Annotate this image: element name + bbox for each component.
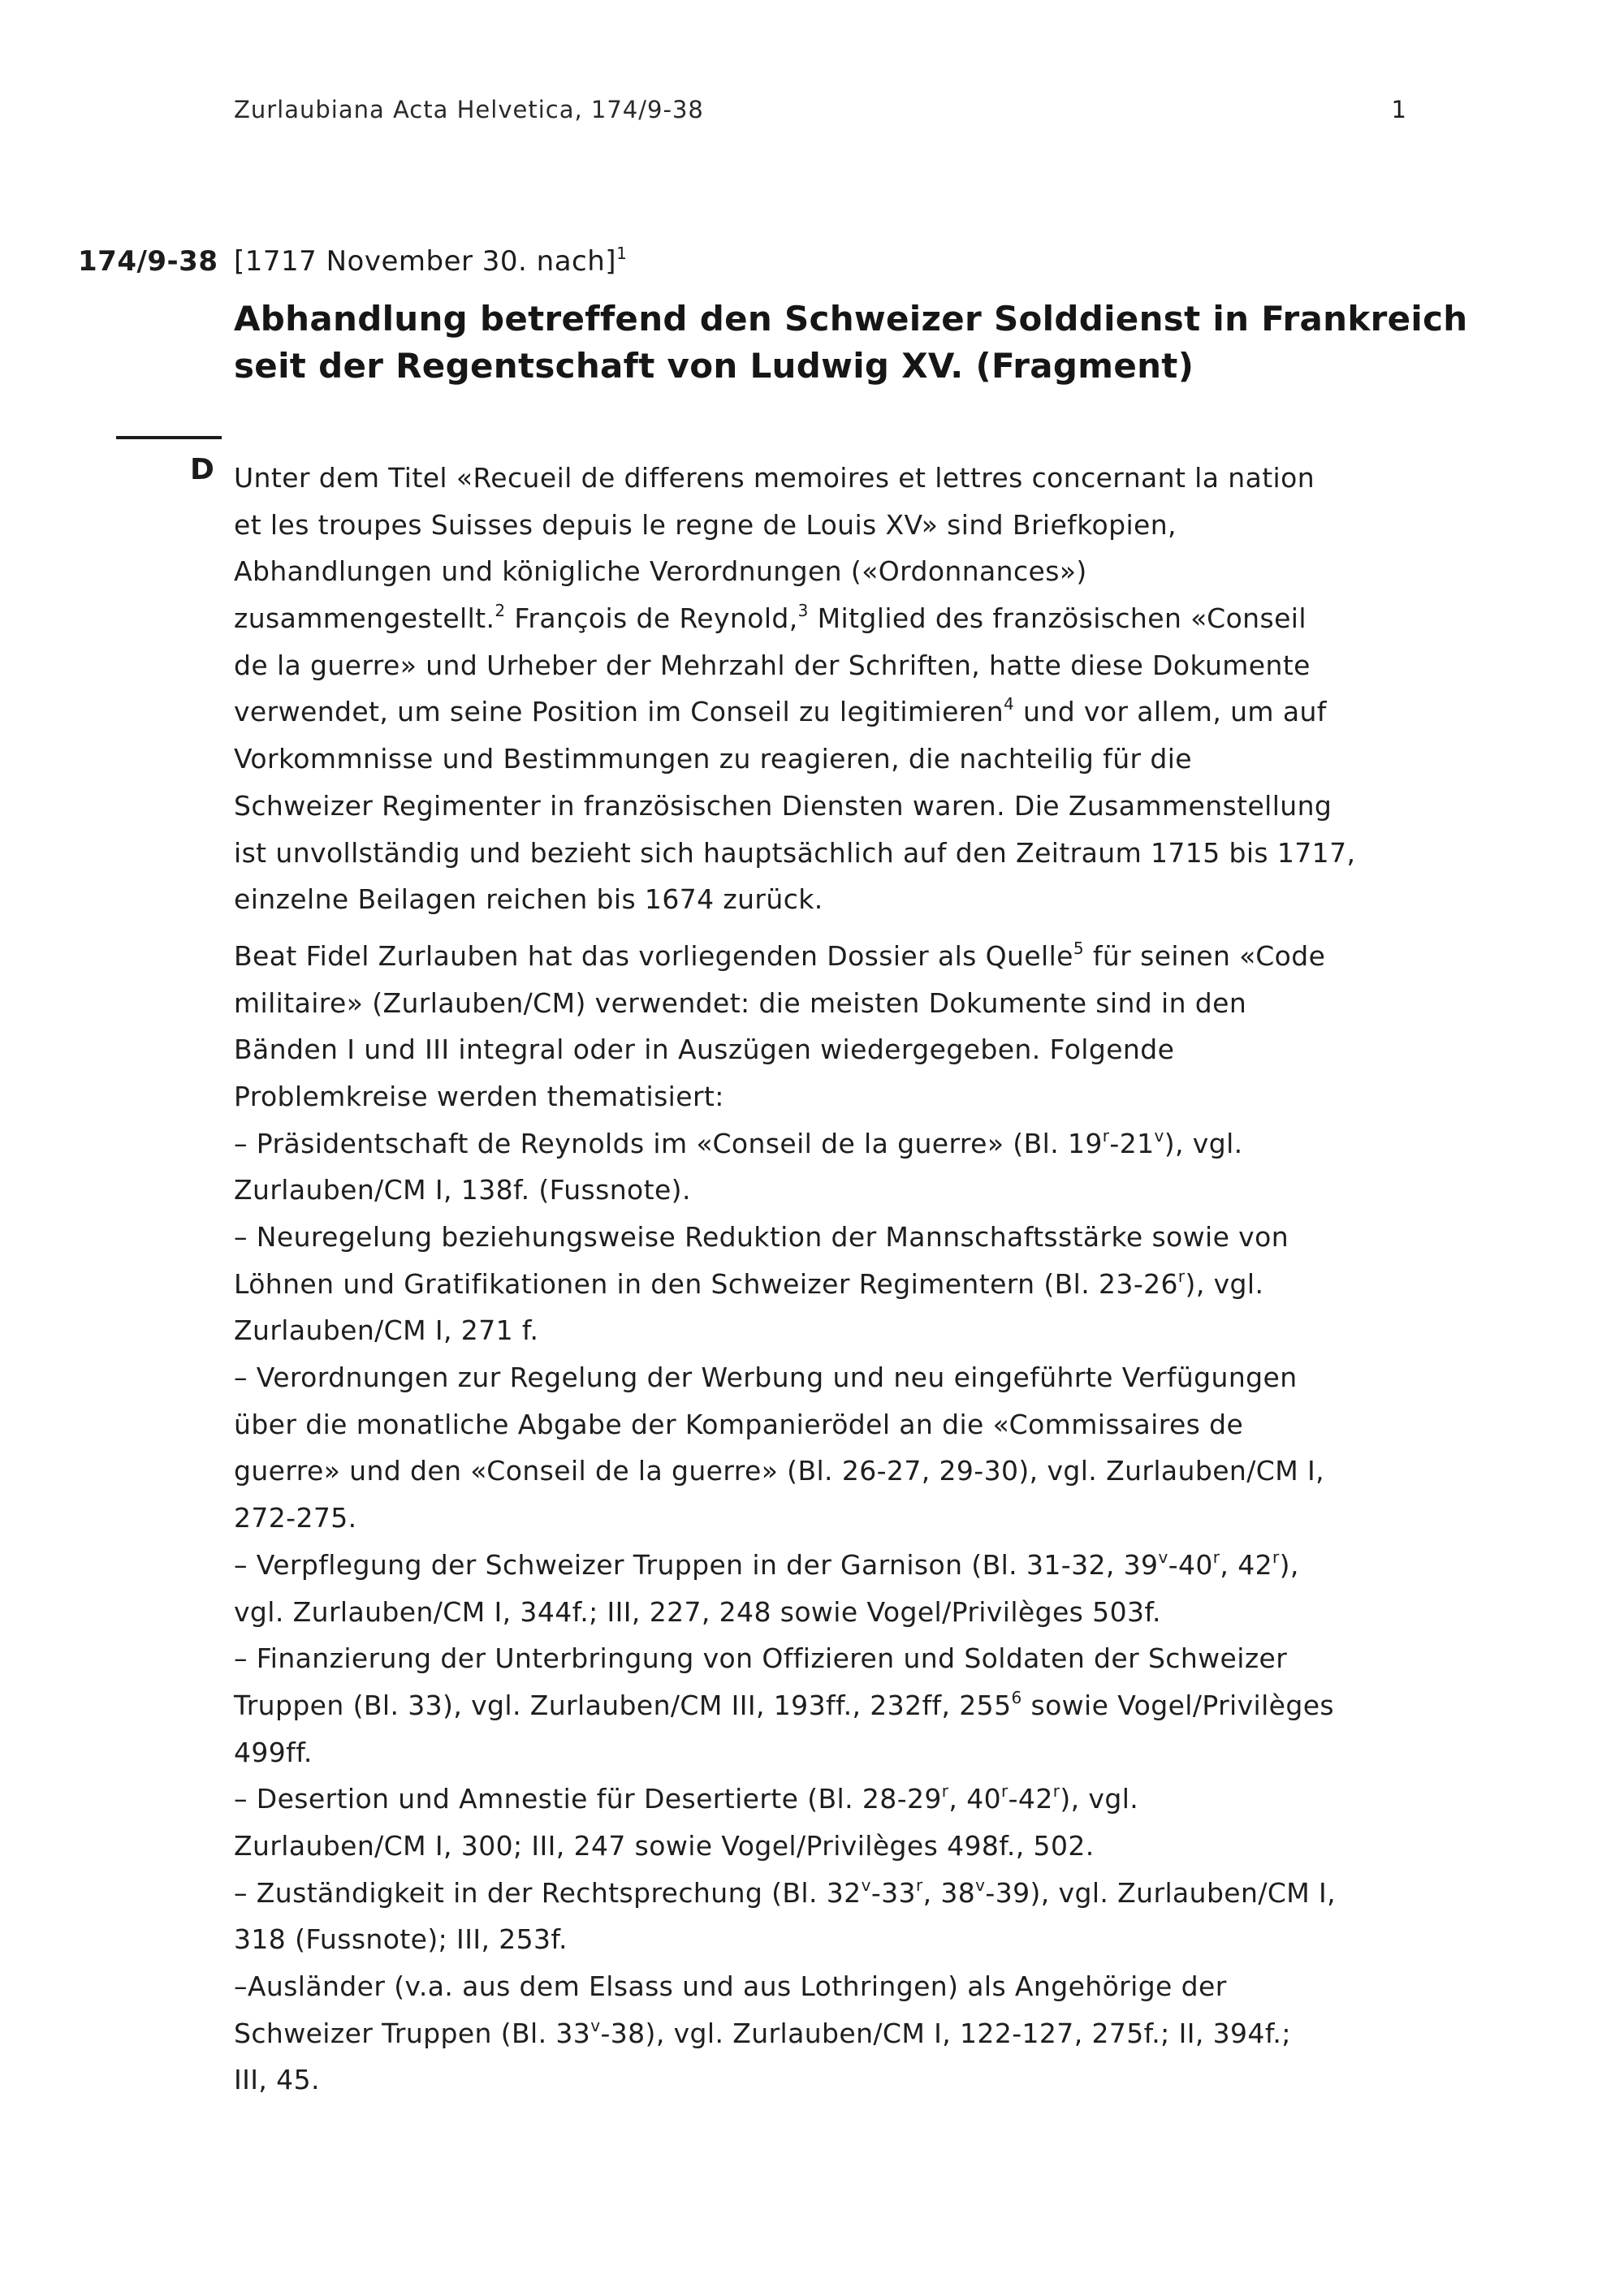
body-text [234,455,1419,2104]
text-run: -40 [1168,1548,1213,1581]
title-line: seit der Regentschaft von Ludwig XV. (Fragment) [234,346,1194,386]
text-run: vgl. Zurlauben/CM I, 344f.; III, 227, 248 sowie Vogel/Privilèges 503f. [234,1595,1161,1628]
text-run: für seinen «Code [1084,939,1326,972]
text-run: und vor allem, um auf [1014,696,1327,728]
footnote-ref: r [1052,1781,1060,1802]
text-line [234,1214,1419,1261]
text-line [234,2056,1419,2104]
text-line [234,980,1419,1027]
text-line [234,1870,1419,1917]
date-text: [1717 November 30. nach] [234,245,617,278]
text-run: ), [1279,1548,1299,1581]
text-run: – Neuregelung beziehungsweise Reduktion der Mannschaftsstärke sowie von [234,1221,1289,1253]
footnote-ref: r [1177,1266,1186,1286]
document-title [234,296,1468,390]
text-run: 318 (Fussnote); III, 253f. [234,1923,568,1956]
footnote-ref: v [1158,1547,1168,1567]
text-line [234,1448,1419,1495]
text-run: über die monatliche Abgabe der Kompanierödel an die «Commissaires de [234,1408,1244,1440]
text-run: – Verordnungen zur Regelung der Werbung und neu eingeführte Verfügungen [234,1362,1298,1394]
footnote-ref: r [1001,1781,1009,1802]
text-line [234,1963,1419,2010]
text-line [234,933,1419,980]
text-line [234,876,1419,923]
text-run: Mitglied des französischen «Conseil [808,602,1307,635]
text-run: Beat Fidel Zurlauben hat das vorliegenden Dossier als Quelle [234,939,1073,972]
text-line [234,595,1419,642]
text-line [234,830,1419,877]
text-line [234,1261,1419,1308]
text-run: Schweizer Regimenter in französischen Diensten waren. Die Zusammenstellung [234,789,1332,822]
running-title: Zurlaubiana Acta Helvetica, 174/9-38 [234,96,704,123]
text-run: , 42 [1220,1548,1272,1581]
text-run: Zurlauben/CM I, 300; III, 247 sowie Vogel/Privilèges 498f., 502. [234,1829,1095,1862]
text-run: – Zuständigkeit in der Rechtsprechung (Bl. 32 [234,1876,862,1909]
text-run: – Verpflegung der Schweizer Truppen in der Garnison (Bl. 31-32, 39 [234,1548,1159,1581]
footnote-ref: v [590,2015,601,2035]
text-run: Truppen (Bl. 33), vgl. Zurlauben/CM III, 193ff., 232ff, 255 [234,1689,1012,1721]
text-run: III, 45. [234,2064,320,2096]
page-number: 1 [1391,96,1406,123]
text-run: – Finanzierung der Unterbringung von Offizieren und Soldaten der Schweizer [234,1642,1288,1675]
text-run: -42 [1008,1783,1053,1815]
text-run: ), vgl. [1164,1127,1243,1159]
text-run: -33 [870,1876,916,1909]
text-run: ), vgl. [1185,1267,1264,1300]
text-run: Vorkommnisse und Bestimmungen zu reagieren, die nachteilig für die [234,743,1192,775]
text-line [234,1026,1419,1073]
text-line [234,1682,1419,1729]
text-line [234,1167,1419,1214]
text-run: ist unvollständig und bezieht sich hauptsächlich auf den Zeitraum 1715 bis 1717, [234,836,1356,869]
title-line: Abhandlung betreffend den Schweizer Solddienst in Frankreich [234,299,1468,339]
text-run: -38), vgl. Zurlauben/CM I, 122-127, 275f.; II, 394f.; [600,2017,1291,2049]
paragraph-gap [234,923,1419,933]
text-run: de la guerre» und Urheber der Mehrzahl der Schriften, hatte diese Dokumente [234,649,1311,681]
text-run: -21 [1109,1127,1155,1159]
footnote-ref: 6 [1011,1687,1022,1707]
text-line [234,502,1419,549]
text-line [234,1354,1419,1401]
text-line [234,1542,1419,1589]
text-run: zusammengestellt. [234,602,495,635]
footnote-ref: r [1272,1547,1280,1567]
text-run: – Präsidentschaft de Reynolds im «Conseil de la guerre» (Bl. 19 [234,1127,1103,1159]
text-line [234,455,1419,502]
footnote-ref: r [915,1875,923,1895]
text-line [234,1073,1419,1120]
text-run: Unter dem Titel «Recueil de differens memoires et lettres concernant la nation [234,462,1315,494]
footnote-ref: r [941,1781,949,1802]
text-line [234,1776,1419,1823]
text-run: Problemkreise werden thematisiert: [234,1080,724,1112]
paragraph-description [234,455,1419,923]
text-run: François de Reynold, [505,602,798,635]
text-run: Zurlauben/CM I, 271 f. [234,1314,539,1347]
text-run: , 40 [948,1783,1001,1815]
text-line [234,1401,1419,1448]
footnote-ref: 1 [616,243,628,263]
text-line [234,1729,1419,1776]
text-line [234,1823,1419,1870]
footnote-ref: 3 [797,601,809,621]
text-line [234,1495,1419,1542]
text-line [234,783,1419,830]
footnote-ref: r [1102,1125,1110,1146]
text-line [234,1916,1419,1963]
text-line [234,2010,1419,2057]
footnote-ref: v [861,1875,871,1895]
text-run: ), vgl. [1060,1783,1139,1815]
document-id: 174/9-38 [78,245,218,278]
text-run: 272-275. [234,1502,357,1534]
footnote-ref: 5 [1073,938,1085,958]
text-run: einzelne Beilagen reichen bis 1674 zurück. [234,883,823,916]
text-run: Zurlauben/CM I, 138f. (Fussnote). [234,1174,691,1206]
text-run: et les troupes Suisses depuis le regne de Louis XV» sind Briefkopien, [234,508,1177,541]
text-line [234,1635,1419,1682]
text-run: sowie Vogel/Privilèges [1021,1689,1335,1721]
text-run: –Ausländer (v.a. aus dem Elsass und aus Lothringen) als Angehörige der [234,1970,1227,2002]
document-date [234,245,627,278]
text-run: verwendet, um seine Position im Conseil zu legitimieren [234,696,1004,728]
footnote-ref: r [1212,1547,1220,1567]
text-run: Abhandlungen und königliche Verordnungen («Ordonnances») [234,555,1087,588]
section-rule [116,436,222,439]
footnote-ref: v [975,1875,986,1895]
text-run: Schweizer Truppen (Bl. 33 [234,2017,591,2049]
text-run: – Desertion und Amnestie für Desertierte (Bl. 28-29 [234,1783,942,1815]
text-line [234,548,1419,595]
text-line [234,1307,1419,1354]
footnote-ref: v [1154,1125,1164,1146]
text-line [234,1120,1419,1167]
text-run: 499ff. [234,1736,313,1768]
text-run: militaire» (Zurlauben/CM) verwendet: die meisten Dokumente sind in den [234,986,1247,1019]
text-run: guerre» und den «Conseil de la guerre» (Bl. 26-27, 29-30), vgl. Zurlauben/CM I, [234,1455,1324,1487]
footnote-ref: 4 [1004,694,1015,714]
text-run: Löhnen und Gratifikationen in den Schweizer Regimentern (Bl. 23-26 [234,1267,1178,1300]
text-line [234,1589,1419,1636]
text-run: , 38 [922,1876,976,1909]
text-run: Bänden I und III integral oder in Auszügen wiedergegeben. Folgende [234,1034,1175,1066]
footnote-ref: 2 [495,601,506,621]
paragraph-problem-areas [234,933,1419,2104]
section-marker: D [190,453,214,486]
text-run: -39), vgl. Zurlauben/CM I, [985,1876,1337,1909]
text-line [234,688,1419,736]
text-line [234,642,1419,689]
text-line [234,736,1419,783]
running-head [234,96,1406,123]
